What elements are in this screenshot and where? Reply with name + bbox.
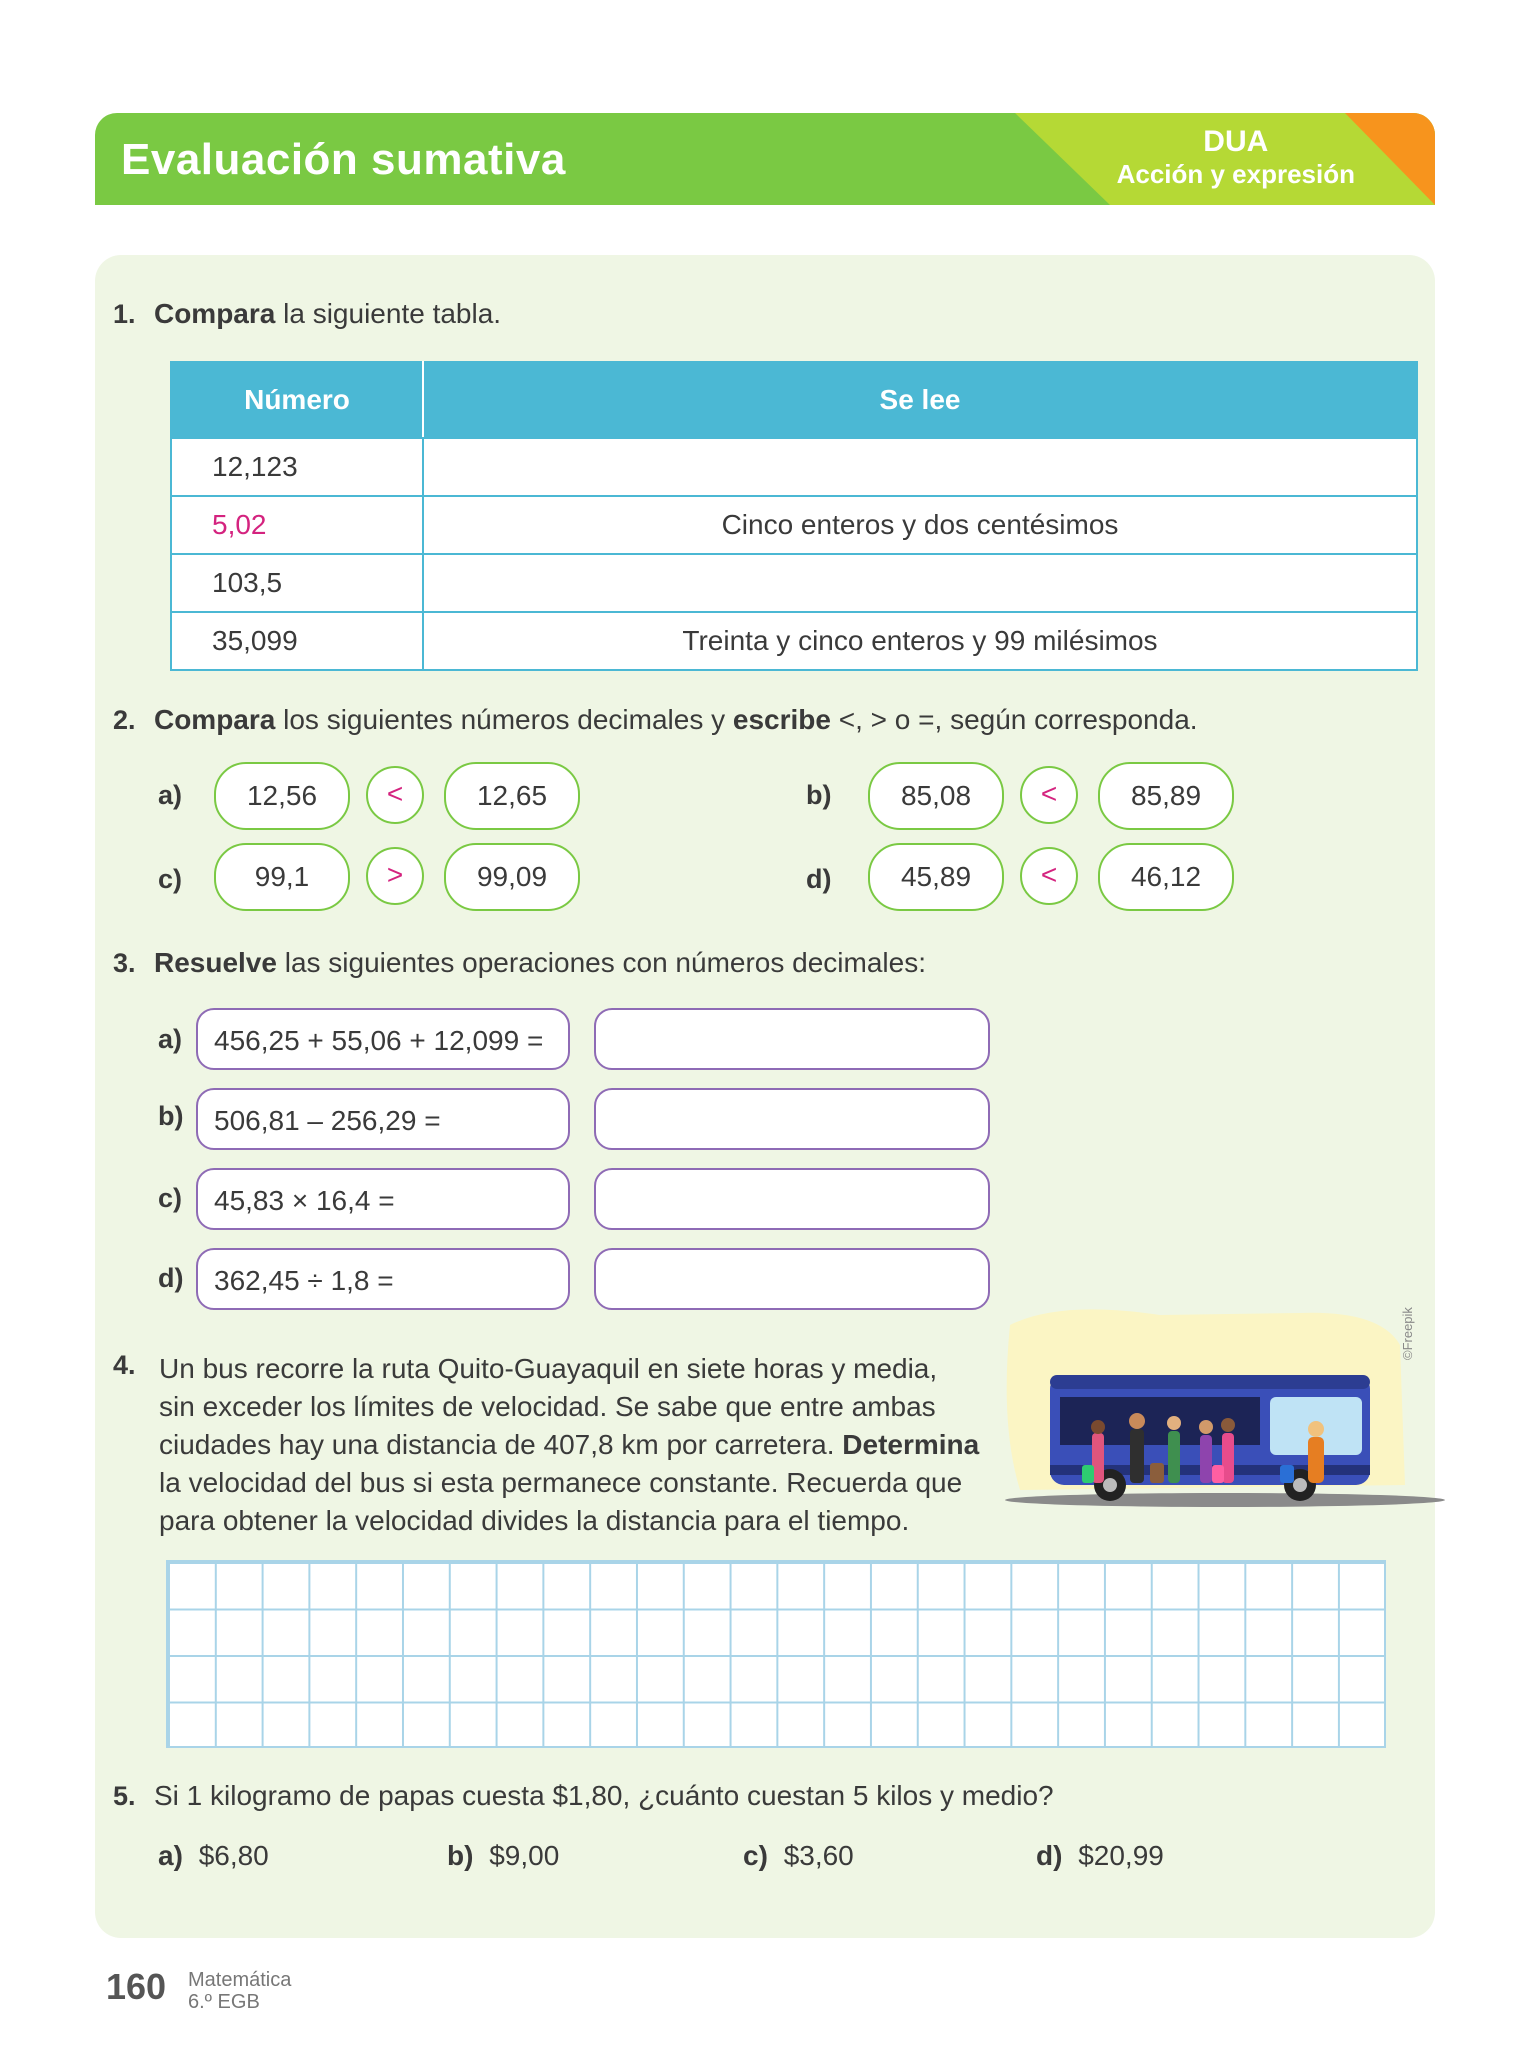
compare-right-value: 99,09 — [444, 843, 580, 911]
passenger — [1308, 1437, 1324, 1483]
item-label: a) — [158, 1024, 183, 1054]
question-text-line: sin exceder los límites de velocidad. Se sabe que entre ambas — [159, 1391, 936, 1422]
question-verb: Resuelve — [153, 947, 277, 978]
page-title: Evaluación sumativa — [121, 135, 566, 184]
item-label: b) — [158, 1101, 184, 1131]
bus-hubcap — [1103, 1478, 1117, 1492]
bus-shadow — [1005, 1493, 1445, 1507]
question-2 — [113, 704, 1198, 736]
table-cell-reading: Cinco enteros y dos centésimos — [423, 496, 1417, 554]
question-text-line: Un bus recorre la ruta Quito-Guayaquil en siete horas y media, — [159, 1353, 938, 1384]
suitcase — [1150, 1463, 1164, 1483]
passenger-head — [1167, 1416, 1181, 1430]
operation-box: 45,83 × 16,4 = — [196, 1168, 570, 1230]
question-number: 4. — [113, 1350, 136, 1380]
header-banner — [95, 113, 1435, 205]
passenger-head — [1308, 1421, 1324, 1437]
question-text-2: <, > o =, según corresponda. — [830, 704, 1198, 735]
table-cell-reading[interactable] — [423, 438, 1417, 496]
compare-left-value: 45,89 — [868, 843, 1004, 911]
question-1 — [113, 298, 501, 330]
answer-box[interactable] — [594, 1008, 990, 1070]
passenger-head — [1091, 1420, 1105, 1434]
answer-box[interactable] — [594, 1088, 990, 1150]
dua-title: DUA — [1203, 125, 1269, 158]
item-label: a) — [158, 780, 183, 810]
page-number: 160 — [106, 1966, 167, 2007]
question-text: Si 1 kilogramo de papas cuesta $1,80, ¿cuánto cuestan 5 kilos y medio? — [153, 1780, 1054, 1811]
operation-box: 506,81 – 256,29 = — [196, 1088, 570, 1150]
bus-illustration — [1000, 1305, 1450, 1510]
compare-left-value: 12,56 — [214, 762, 350, 830]
compare-right-value: 46,12 — [1098, 843, 1234, 911]
item-label: d) — [806, 864, 832, 894]
question-5 — [113, 1780, 1054, 1812]
table-cell-number: 12,123 — [171, 438, 423, 496]
option-label: c) — [743, 1840, 768, 1871]
option-value: $9,00 — [489, 1840, 560, 1871]
passenger-head — [1129, 1413, 1145, 1429]
table-cell-number: 5,02 — [171, 496, 423, 554]
passenger-head — [1199, 1420, 1213, 1434]
option-d[interactable] — [1036, 1840, 1164, 1872]
table-cell-reading: Treinta y cinco enteros y 99 milésimos — [423, 612, 1417, 670]
passenger — [1130, 1429, 1144, 1483]
item-label: c) — [158, 864, 183, 894]
operation-box: 456,25 + 55,06 + 12,099 = — [196, 1008, 570, 1070]
question-text: las siguientes operaciones con números decimales: — [276, 947, 926, 978]
question-text-line: para obtener la velocidad divides la distancia para el tiempo. — [159, 1505, 910, 1536]
suitcase — [1212, 1465, 1224, 1483]
dua-badge — [1117, 125, 1355, 189]
question-text: los siguientes números decimales y — [275, 704, 733, 735]
bus-hubcap — [1293, 1478, 1307, 1492]
option-label: d) — [1036, 1840, 1063, 1871]
option-a[interactable] — [158, 1840, 269, 1872]
compare-sign[interactable]: < — [1020, 847, 1078, 905]
compare-sign[interactable]: < — [366, 766, 424, 824]
compare-left-value: 99,1 — [214, 843, 350, 911]
question-verb-2: escribe — [732, 704, 831, 735]
table-row — [171, 438, 1417, 496]
table-row — [171, 554, 1417, 612]
question-text-line: ciudades hay una distancia de 407,8 km por carretera. — [159, 1429, 843, 1460]
compare-left-value: 85,08 — [868, 762, 1004, 830]
table-row — [171, 496, 1417, 554]
passenger — [1200, 1435, 1212, 1483]
suitcase — [1082, 1465, 1094, 1483]
answer-grid[interactable] — [166, 1560, 1386, 1748]
item-label: b) — [806, 780, 832, 810]
table-header-reading: Se lee — [423, 362, 1417, 438]
table-row — [171, 612, 1417, 670]
question-number: 5. — [113, 1781, 136, 1811]
compare-right-value: 12,65 — [444, 762, 580, 830]
question-verb: Compara — [153, 704, 276, 735]
item-label: c) — [158, 1183, 183, 1213]
passenger-head — [1221, 1418, 1235, 1432]
table-header-number: Número — [171, 362, 423, 438]
image-credit: ©Freepik — [1400, 1307, 1415, 1360]
table-cell-number: 35,099 — [171, 612, 423, 670]
compare-sign[interactable]: > — [366, 847, 424, 905]
subject-info — [188, 1969, 291, 2013]
reading-table — [170, 361, 1418, 671]
option-label: b) — [447, 1840, 474, 1871]
suitcase — [1280, 1465, 1294, 1483]
table-cell-number: 103,5 — [171, 554, 423, 612]
option-value: $6,80 — [198, 1840, 269, 1871]
option-value: $3,60 — [783, 1840, 854, 1871]
answer-box[interactable] — [594, 1168, 990, 1230]
question-verb: Determina — [842, 1429, 980, 1460]
operation-box: 362,45 ÷ 1,8 = — [196, 1248, 570, 1310]
option-value: $20,99 — [1078, 1840, 1164, 1871]
compare-right-value: 85,89 — [1098, 762, 1234, 830]
bus-roof — [1050, 1375, 1370, 1389]
question-number: 3. — [113, 948, 136, 978]
passenger — [1168, 1431, 1180, 1483]
answer-box[interactable] — [594, 1248, 990, 1310]
dua-subtitle: Acción y expresión — [1116, 159, 1355, 189]
option-c[interactable] — [743, 1840, 854, 1872]
table-cell-reading[interactable] — [423, 554, 1417, 612]
question-number: 1. — [113, 299, 136, 329]
item-label: d) — [158, 1263, 184, 1293]
compare-sign[interactable]: < — [1020, 766, 1078, 824]
question-3 — [113, 947, 926, 979]
subject-name: Matemática — [188, 1969, 292, 1991]
grade-level: 6.º EGB — [188, 1991, 260, 2013]
question-number: 2. — [113, 705, 136, 735]
question-verb: Compara — [153, 298, 276, 329]
question-text-line: la velocidad del bus si esta permanece constante. Recuerda que — [159, 1467, 963, 1498]
question-text: la siguiente tabla. — [275, 298, 502, 329]
option-label: a) — [158, 1840, 183, 1871]
option-b[interactable] — [447, 1840, 559, 1872]
